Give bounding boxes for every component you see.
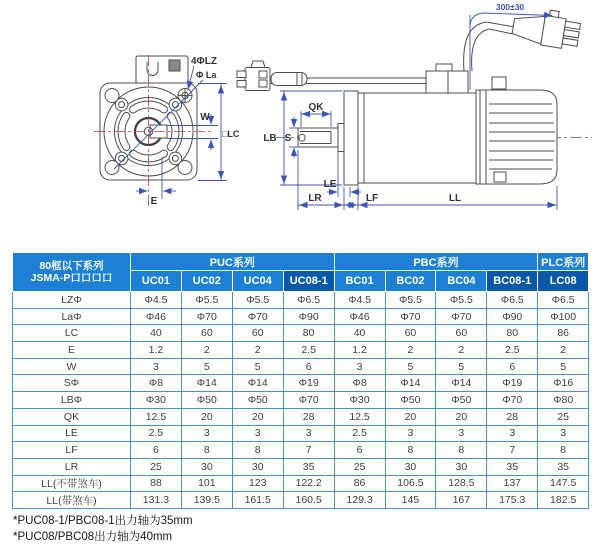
table-cell: 3 [334, 358, 385, 375]
label-s: S [284, 133, 292, 144]
column-header-LC08: LC08 [538, 271, 589, 292]
table-cell: Φ6.5 [283, 292, 334, 309]
footnotes [13, 514, 193, 545]
front-view [94, 55, 240, 207]
table-cell: 131.3 [131, 492, 182, 509]
side-view [237, 2, 592, 210]
table-row [13, 442, 589, 459]
table-cell: Φ50 [385, 392, 436, 409]
series-header-puc: PUC系列 [131, 253, 335, 271]
table-cell: Φ14 [385, 375, 436, 392]
table-cell: 167 [436, 492, 487, 509]
row-label: LaΦ [13, 308, 131, 325]
corner-header-line2: JSMA-P口口口口 [30, 272, 113, 284]
motor-dimension-drawing [0, 0, 600, 248]
table-cell: 147.5 [538, 475, 589, 492]
table-cell: Φ5.5 [436, 292, 487, 309]
series-header-plc: PLC系列 [538, 253, 589, 271]
table-cell: 20 [232, 408, 283, 425]
table-cell: 7 [487, 442, 538, 459]
series-header-row [13, 253, 589, 271]
table-cell: 30 [232, 458, 283, 475]
table-cell: Φ8 [334, 375, 385, 392]
table-cell: Φ90 [283, 308, 334, 325]
table-cell: 28 [283, 408, 334, 425]
front-connector [136, 56, 188, 84]
label-le: LE [323, 179, 337, 190]
table-cell: Φ70 [385, 308, 436, 325]
table-cell: 8 [538, 442, 589, 459]
table-row [13, 292, 589, 309]
table-cell: 80 [283, 325, 334, 342]
table-cell: 5 [436, 358, 487, 375]
table-cell: Φ70 [232, 308, 283, 325]
row-label: LR [13, 458, 131, 475]
table-cell: 8 [232, 442, 283, 459]
table-cell: 30 [385, 458, 436, 475]
table-cell: Φ4.5 [334, 292, 385, 309]
table-cell: 25 [131, 458, 182, 475]
table-cell: 60 [436, 325, 487, 342]
table-cell: 5 [538, 358, 589, 375]
table-cell: Φ70 [283, 392, 334, 409]
table-cell: 88 [131, 475, 182, 492]
table-cell: Φ50 [181, 392, 232, 409]
table-cell: 8 [385, 442, 436, 459]
table-cell: 175.3 [487, 492, 538, 509]
table-cell: Φ70 [436, 308, 487, 325]
table-row [13, 325, 589, 342]
table-row [13, 475, 589, 492]
table-cell: Φ70 [181, 308, 232, 325]
table-cell: Φ90 [487, 308, 538, 325]
row-label: LZΦ [13, 292, 131, 309]
table-cell: Φ8 [131, 375, 182, 392]
table-row [13, 358, 589, 375]
table-cell: 122.2 [283, 475, 334, 492]
table-cell: Φ14 [436, 375, 487, 392]
table-cell: 8 [181, 442, 232, 459]
table-row [13, 308, 589, 325]
table-cell: Φ5.5 [181, 292, 232, 309]
label-ll: LL [448, 193, 462, 204]
label-flange-circle: Φ La [196, 70, 217, 80]
label-frame-size: □LC [222, 129, 240, 139]
table-cell: 5 [385, 358, 436, 375]
label-lb: LB [263, 133, 277, 144]
table-cell: 6 [334, 442, 385, 459]
label-e-offset: E [150, 196, 158, 207]
table-cell: 3 [385, 425, 436, 442]
table-cell: 40 [334, 325, 385, 342]
table-cell: 12.5 [131, 408, 182, 425]
label-bolt-holes: 4ΦLZ [191, 56, 217, 67]
table-cell: 139.5 [181, 492, 232, 509]
table-cell: 3 [131, 358, 182, 375]
column-header-UC08-1: UC08-1 [283, 271, 334, 292]
table-row [13, 375, 589, 392]
row-label: E [13, 342, 131, 359]
table-cell: 2.5 [283, 342, 334, 359]
footnote-2: *PUC08/PBC08出力轴为40mm [13, 530, 173, 543]
label-key-width: W [200, 112, 210, 123]
table-cell: 160.5 [283, 492, 334, 509]
table-cell: 60 [232, 325, 283, 342]
table-cell: 60 [385, 325, 436, 342]
table-cell: Φ16 [538, 375, 589, 392]
table-cell: 28 [487, 408, 538, 425]
column-header-BC02: BC02 [385, 271, 436, 292]
table-row [13, 342, 589, 359]
table-cell: 3 [283, 425, 334, 442]
table-cell: 182.5 [538, 492, 589, 509]
table-cell: Φ19 [283, 375, 334, 392]
power-cable [464, 22, 515, 71]
table-cell: Φ46 [334, 308, 385, 325]
row-label: LC [13, 325, 131, 342]
table-cell: 101 [181, 475, 232, 492]
table-cell: Φ5.5 [385, 292, 436, 309]
motor-body [344, 64, 476, 185]
table-cell: Φ30 [334, 392, 385, 409]
table-cell: Φ80 [538, 392, 589, 409]
table-cell: 128.5 [436, 475, 487, 492]
label-qk: QK [308, 102, 324, 113]
table-cell: 2 [385, 342, 436, 359]
table-row [13, 425, 589, 442]
table-cell: 145 [385, 492, 436, 509]
table-cell: 86 [334, 475, 385, 492]
table-cell: Φ14 [232, 375, 283, 392]
table-cell: 2.5 [334, 425, 385, 442]
table-cell: 3 [487, 425, 538, 442]
label-cable-length: 300±30 [495, 2, 525, 12]
table-cell: 1.2 [131, 342, 182, 359]
table-row [13, 458, 589, 475]
table-cell: 35 [538, 458, 589, 475]
table-cell: 86 [538, 325, 589, 342]
row-label: W [13, 358, 131, 375]
table-cell: 2 [538, 342, 589, 359]
table-cell: 25 [334, 458, 385, 475]
table-cell: 6 [283, 358, 334, 375]
table-cell: 129.3 [334, 492, 385, 509]
column-header-BC08-1: BC08-1 [487, 271, 538, 292]
row-label: QK [13, 408, 131, 425]
table-row [13, 408, 589, 425]
table-cell: Φ4.5 [131, 292, 182, 309]
table-cell: 25 [538, 408, 589, 425]
table-cell: Φ19 [487, 375, 538, 392]
table-cell: 2.5 [487, 342, 538, 359]
table-cell: 3 [538, 425, 589, 442]
table-cell: 35 [487, 458, 538, 475]
encoder-connector [237, 61, 270, 91]
table-cell: Φ6.5 [538, 292, 589, 309]
table-cell: 137 [487, 475, 538, 492]
table-cell: 2 [436, 342, 487, 359]
table-cell: 7 [283, 442, 334, 459]
row-label: LL(不带煞车) [13, 475, 131, 492]
table-cell: 106.5 [385, 475, 436, 492]
table-cell: Φ50 [232, 392, 283, 409]
table-cell: 20 [436, 408, 487, 425]
table-cell: 3 [232, 425, 283, 442]
column-header-UC04: UC04 [232, 271, 283, 292]
table-cell: 80 [487, 325, 538, 342]
label-lr: LR [308, 193, 322, 204]
row-label: LBΦ [13, 392, 131, 409]
table-cell: 6 [487, 358, 538, 375]
table-cell: 2.5 [131, 425, 182, 442]
corner-header [13, 253, 131, 292]
table-cell: 1.2 [334, 342, 385, 359]
table-cell: 30 [181, 458, 232, 475]
column-header-UC01: UC01 [131, 271, 182, 292]
series-header-pbc: PBC系列 [334, 253, 538, 271]
table-cell: Φ14 [181, 375, 232, 392]
table-row [13, 392, 589, 409]
table-cell: Φ70 [487, 392, 538, 409]
spec-table-body [13, 292, 589, 509]
row-label: SΦ [13, 375, 131, 392]
table-cell: 3 [436, 425, 487, 442]
table-cell: 30 [436, 458, 487, 475]
table-cell: 2 [232, 342, 283, 359]
table-cell: 20 [181, 408, 232, 425]
column-header-BC04: BC04 [436, 271, 487, 292]
table-cell: Φ6.5 [487, 292, 538, 309]
table-cell: 8 [436, 442, 487, 459]
table-cell: 123 [232, 475, 283, 492]
table-cell: Φ5.5 [232, 292, 283, 309]
footnote-1: *PUC08-1/PBC08-1出力轴为35mm [13, 515, 193, 527]
label-lf: LF [365, 193, 379, 204]
table-cell: 40 [131, 325, 182, 342]
table-cell: Φ30 [131, 392, 182, 409]
table-cell: 161.5 [232, 492, 283, 509]
table-cell: 2 [181, 342, 232, 359]
shaft-side [298, 124, 344, 152]
table-cell: 5 [232, 358, 283, 375]
table-row [13, 492, 589, 509]
encoder-cable [268, 73, 426, 86]
table-cell: Φ100 [538, 308, 589, 325]
row-label: LL(带煞车) [13, 492, 131, 509]
table-cell: 6 [131, 442, 182, 459]
table-cell: 5 [181, 358, 232, 375]
table-cell: 12.5 [334, 408, 385, 425]
table-cell: 60 [181, 325, 232, 342]
table-cell: 20 [385, 408, 436, 425]
table-cell: 3 [181, 425, 232, 442]
row-label: LF [13, 442, 131, 459]
rear-housing [476, 77, 557, 184]
spec-table [12, 252, 589, 509]
corner-header-line1: 80框以下系列 [39, 259, 104, 272]
column-header-BC01: BC01 [334, 271, 385, 292]
table-cell: Φ50 [436, 392, 487, 409]
row-label: LE [13, 425, 131, 442]
column-header-UC02: UC02 [181, 271, 232, 292]
table-cell: 35 [283, 458, 334, 475]
table-cell: Φ46 [131, 308, 182, 325]
